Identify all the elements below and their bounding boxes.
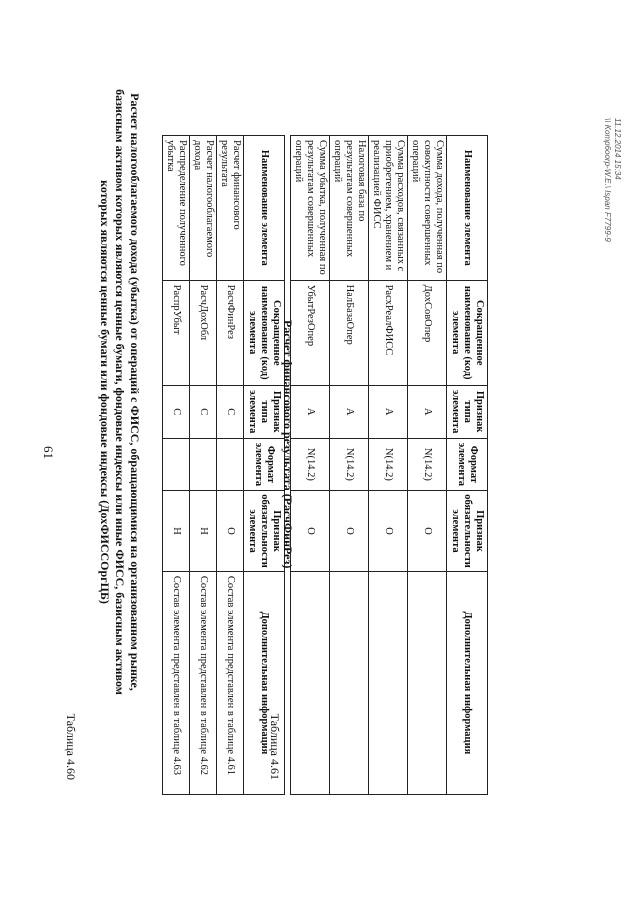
cell-required: Н <box>163 491 190 572</box>
table2-header-info: Дополнительная информация <box>447 571 488 794</box>
table1-caption: Таблица 4.60 <box>64 713 78 780</box>
cell-required: О <box>217 491 244 572</box>
print-stamp <box>602 118 622 242</box>
table-row <box>330 136 369 795</box>
cell-code: РасхРеалФИСС <box>369 280 408 385</box>
cell-info: Состав элемента представлен в таблице 4.63 <box>163 571 190 794</box>
cell-format <box>190 438 217 491</box>
page-number: 61 <box>41 446 56 459</box>
table-row <box>217 136 244 795</box>
print-stamp-date: 11.12.2014 15:34 <box>613 118 622 180</box>
cell-type: А <box>291 385 330 438</box>
table1-header-name: Наименование элемента <box>244 136 285 281</box>
table1 <box>162 135 285 795</box>
table2-title: Расчет финансового результата (РасчФинРез) <box>281 320 295 569</box>
cell-code: РаспрУбыт <box>163 280 190 385</box>
cell-name: Сумма дохода, полученная по совокупности совершенных операций <box>408 136 447 281</box>
table-row <box>408 136 447 795</box>
table1-header-info: Дополнительная информация <box>244 571 285 794</box>
cell-required: О <box>369 491 408 572</box>
cell-required: О <box>291 491 330 572</box>
cell-info <box>330 571 369 794</box>
cell-required: О <box>330 491 369 572</box>
table2-header-row <box>447 136 488 795</box>
cell-name: Расчет налогооблагаемого дохода <box>190 136 217 281</box>
cell-type: А <box>369 385 408 438</box>
table-row <box>163 136 190 795</box>
cell-format <box>217 438 244 491</box>
cell-info: Состав элемента представлен в таблице 4.61 <box>217 571 244 794</box>
cell-info <box>408 571 447 794</box>
cell-code: УбытРезОпер <box>291 280 330 385</box>
cell-code: НалБазаОпер <box>330 280 369 385</box>
cell-name: Распределение полученного убытка <box>163 136 190 281</box>
table1-header-row <box>244 136 285 795</box>
cell-info <box>291 571 330 794</box>
table2-header-format: Формат элемента <box>447 438 488 491</box>
table-row <box>369 136 408 795</box>
cell-name: Сумма убытка, полученная по результатам совершенных операций <box>291 136 330 281</box>
cell-required: О <box>408 491 447 572</box>
cell-name: Сумма расходов, связанных с приобретением, хранением и реализацией ФИСС <box>369 136 408 281</box>
cell-required: Н <box>190 491 217 572</box>
table1-title: Расчет налогооблагаемого дохода (убытка) от операций с ФИСС, обращающимися на организованном рынке, базисным активом которых являются ценные бумаги, фондовые индексы или иные ФИСС, базисным активом которых являются ценные бумаги или фондовые индексы (ДохФИССОргЦБ) <box>98 89 142 695</box>
table1-header-type: Признак типа элемента <box>244 385 285 438</box>
cell-format: N(14.2) <box>330 438 369 491</box>
cell-code: ДохСовОпер <box>408 280 447 385</box>
table1-header-format: Формат элемента <box>244 438 285 491</box>
table2-header-type: Признак типа элемента <box>447 385 488 438</box>
table2-header-code: Сокращенное наименование (код) элемента <box>447 280 488 385</box>
cell-format: N(14.2) <box>291 438 330 491</box>
cell-name: Расчет финансового результата <box>217 136 244 281</box>
cell-type: А <box>330 385 369 438</box>
table1-header-required: Признак обязательности элемента <box>244 491 285 572</box>
cell-type: А <box>408 385 447 438</box>
table2 <box>290 135 488 795</box>
cell-format: N(14.2) <box>369 438 408 491</box>
cell-name: Налоговая база по результатам совершенных операций <box>330 136 369 281</box>
print-stamp-path: \\ Komp6oorp-W.E.\ Ispan F7799-9 <box>603 118 612 242</box>
cell-type: С <box>190 385 217 438</box>
table2-caption: Таблица 4.61 <box>268 713 282 780</box>
cell-info <box>369 571 408 794</box>
cell-format <box>163 438 190 491</box>
cell-type: С <box>217 385 244 438</box>
cell-format: N(14.2) <box>408 438 447 491</box>
table2-header-required: Признак обязательности элемента <box>447 491 488 572</box>
table-row <box>190 136 217 795</box>
cell-type: С <box>163 385 190 438</box>
table1-header-code: Сокращенное наименование (код) элемента <box>244 280 285 385</box>
cell-code: РасчДохОбл <box>190 280 217 385</box>
cell-info: Состав элемента представлен в таблице 4.62 <box>190 571 217 794</box>
table-row <box>291 136 330 795</box>
cell-code: РасчФинРез <box>217 280 244 385</box>
table2-header-name: Наименование элемента <box>447 136 488 281</box>
